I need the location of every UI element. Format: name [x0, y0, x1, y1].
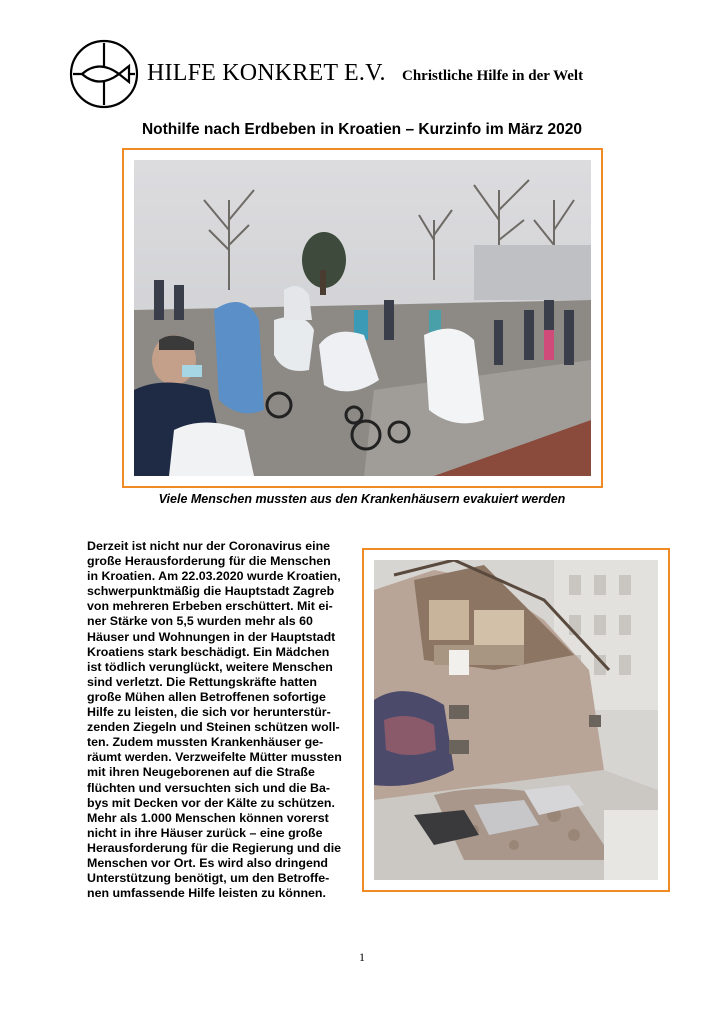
article-line: Menschen vor Ort. Es wird also dringend	[87, 855, 328, 870]
article-line: zenden Ziegeln und Steinen schützen woll-	[87, 720, 340, 735]
article-line: Hilfe zu leisten, die sich vor herunterstür-	[87, 705, 331, 720]
article-line: flüchten und versuchten sich und die Ba-	[87, 780, 331, 795]
fish-cross-icon	[69, 39, 139, 109]
article-line: Unterstützung benötigt, um den Betroffe-	[87, 871, 330, 886]
article-line: bys mit Decken vor der Kälte zu schützen.	[87, 795, 335, 810]
article-line: ten. Zudem mussten Krankenhäuser ge-	[87, 735, 324, 750]
damaged-building-photo-frame	[362, 548, 670, 892]
article-line: Herausforderung für die Regierung und die	[87, 840, 342, 855]
organization-tagline: Christliche Hilfe in der Welt	[402, 68, 584, 84]
article-line: ner Stärke von 5,5 wurden mehr als 60	[87, 614, 313, 629]
article-line: nicht in ihre Häuser zurück – eine große	[87, 825, 323, 840]
page-title: Nothilfe nach Erdbeben in Kroatien – Kurzinfo im März 2020	[141, 121, 583, 138]
article-body	[87, 539, 367, 901]
article-line: nen umfassende Hilfe leisten zu können.	[87, 886, 326, 901]
article-line: sind verletzt. Die Rettungskräfte hatten	[87, 674, 317, 689]
article-line: große Mühen allen Betroffenen sofortige	[87, 689, 326, 704]
article-line: von mehreren Erbeben erschüttert. Mit ei-	[87, 599, 333, 614]
photo-caption: Viele Menschen mussten aus den Krankenhäusern evakuiert werden	[158, 492, 566, 506]
article-line: ist tödlich verunglückt, weitere Menschen	[87, 659, 333, 674]
article-line: mit ihren Neugeborenen auf die Straße	[87, 765, 315, 780]
article-line: Kroatiens stark beschädigt. Ein Mädchen	[87, 644, 330, 659]
article-line: Mehr als 1.000 Menschen können vorerst	[87, 810, 329, 825]
article-line: schwerpunktmäßig die Hauptstadt Zagreb	[87, 584, 335, 599]
article-line: Derzeit ist nicht nur der Coronavirus eine	[87, 539, 331, 553]
article-line: Häuser und Wohnungen in der Hauptstadt	[87, 629, 336, 644]
article-line: in Kroatien. Am 22.03.2020 wurde Kroatien,	[87, 569, 341, 584]
article-line: große Herausforderung für die Menschen	[87, 554, 331, 569]
damaged-building-photo	[374, 560, 658, 880]
page-number: 1	[359, 950, 365, 964]
organization-name: HILFE KONKRET E.V.	[147, 60, 386, 86]
evacuation-photo	[134, 160, 591, 476]
evacuation-photo-frame	[122, 148, 603, 488]
article-line: räumt werden. Verzweifelte Mütter mussten	[87, 750, 342, 765]
